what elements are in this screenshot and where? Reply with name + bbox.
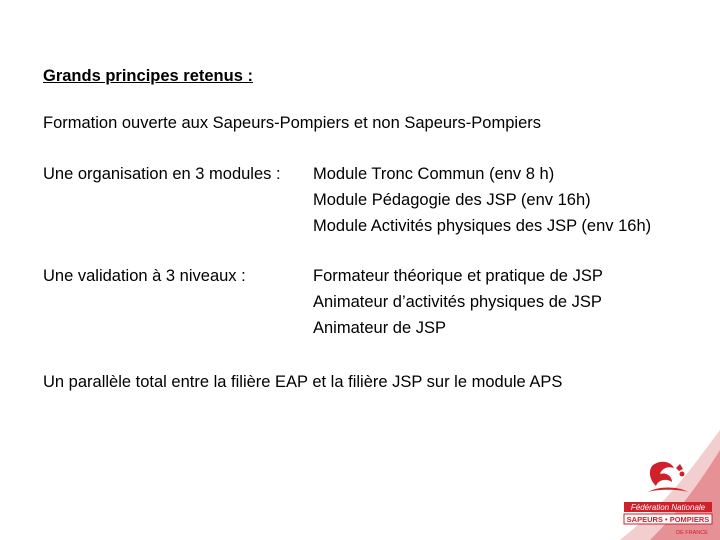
logo-line2: SAPEURS • POMPIERS xyxy=(626,515,710,524)
logo-line1: Fédération Nationale xyxy=(630,503,706,512)
level-item: Animateur de JSP xyxy=(313,319,446,337)
module-item: Module Tronc Commun (env 8 h) xyxy=(313,165,555,183)
principle-parallel: Un parallèle total entre la filière EAP et la filière JSP sur le module APS xyxy=(43,373,563,391)
slide-heading: Grands principes retenus : xyxy=(43,67,253,85)
logo-line3: DE FRANCE xyxy=(676,530,708,536)
principle-open-training: Formation ouverte aux Sapeurs-Pompiers et non Sapeurs-Pompiers xyxy=(43,114,541,132)
level-item: Formateur théorique et pratique de JSP xyxy=(313,267,603,285)
modules-label: Une organisation en 3 modules : xyxy=(43,165,281,183)
level-item: Animateur d’activités physiques de JSP xyxy=(313,293,602,311)
module-item: Module Activités physiques des JSP (env 16h) xyxy=(313,217,652,235)
modules-list xyxy=(313,164,651,242)
levels-list xyxy=(313,266,603,344)
fnsp-logo xyxy=(622,458,714,540)
levels-label: Une validation à 3 niveaux : xyxy=(43,267,246,285)
module-item: Module Pédagogie des JSP (env 16h) xyxy=(313,191,591,209)
